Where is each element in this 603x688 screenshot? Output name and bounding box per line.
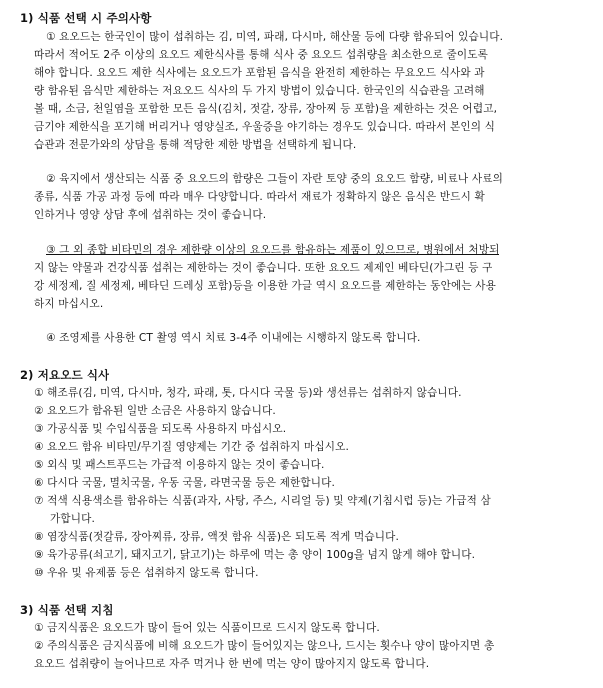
list-item: ⑥ 다시다 국물, 멸치국물, 우동 국물, 라면국물 등은 제한합니다. (34, 477, 336, 489)
list-item: 가합니다. (50, 513, 96, 525)
list-item: ④ 요오드 함유 비타민/무기질 영양제는 기간 중 섭취하지 마십시오. (34, 441, 349, 453)
list-item: ⑨ 육가공류(쇠고기, 돼지고기, 닭고기)는 하루에 먹는 총 양이 100g을 넘지 않게 해야 합니다. (34, 549, 476, 561)
paragraph-line: 강 세정제, 질 세정제, 베타딘 드레싱 포함)등을 이용한 가글 역시 요오드를 제한하는 동안에는 사용 (34, 280, 496, 292)
paragraph-line: 지 않는 약물과 건강식품 섭취는 제한하는 것이 좋습니다. 또한 요오드 제제인 베타딘(가그린 등 구 (34, 262, 493, 274)
paragraph-line: 량 함유된 음식만 제한하는 저요오드 식사의 두 가지 방법이 있습니다. 한국인의 식습관을 고려해 (34, 85, 485, 97)
list-item: ⑦ 적색 식용색소를 함유하는 식품(과자, 사탕, 주스, 시리얼 등) 및 약제(기침시럽 등)는 가급적 삼 (34, 495, 491, 507)
paragraph-line: 습관과 전문가와의 상담을 통해 적당한 제한 방법을 선택하게 됩니다. (34, 139, 357, 151)
list-item: ① 금지식품은 요오드가 많이 들어 있는 식품이므로 드시지 않도록 합니다. (34, 622, 380, 634)
section-heading: 1) 식품 선택 시 주의사항 (20, 11, 152, 25)
paragraph-line: 인하거나 영양 상담 후에 섭취하는 것이 좋습니다. (34, 209, 267, 221)
list-item: ⑩ 우유 및 유제품 등은 섭취하지 않도록 합니다. (34, 567, 259, 579)
paragraph-line: 볼 때, 소금, 천일염을 포함한 모든 음식(김치, 젓갈, 장류, 장아찌 등 포함)을 제한하는 것은 어렵고, (34, 103, 498, 115)
list-item: 요오드 섭취량이 늘어나므로 자주 먹거나 한 번에 먹는 양이 많아지지 않도록 합니다. (34, 658, 430, 670)
paragraph-line: 금기야 제한식을 포기해 버리거나 영양실조, 우울증을 야기하는 경우도 있습니다. 따라서 본인의 식 (34, 121, 496, 133)
list-item: ② 주의식품은 금지식품에 비해 요오드가 많이 들어있지는 않으나, 드시는 횟수나 양이 많아지면 총 (34, 640, 495, 652)
list-item: ⑧ 염장식품(젓갈류, 장아찌류, 장류, 액젓 함유 식품)은 되도록 적게 먹습니다. (34, 531, 400, 543)
paragraph-line: 해야 합니다. 요오드 제한 식사에는 요오드가 포함된 음식을 완전히 제한하는 무요오드 식사와 과 (34, 67, 485, 79)
list-item: ⑤ 외식 및 패스트푸드는 가급적 이용하지 않는 것이 좋습니다. (34, 459, 325, 471)
paragraph-line: ③ 그 외 종합 비타민의 경우 제한량 이상의 요오드를 함유하는 제품이 있으므로, 병원에서 처방되 (46, 244, 500, 256)
list-item: ② 요오드가 함유된 일반 소금은 사용하지 않습니다. (34, 405, 276, 417)
paragraph-line: 종류, 식품 가공 과정 등에 따라 매우 다양합니다. 따라서 재료가 정확하지 않은 음식은 반드시 확 (34, 191, 485, 203)
paragraph-line: ② 육지에서 생산되는 식품 중 요오드의 함량은 그들이 자란 토양 중의 요오드 함량, 비료나 사료의 (46, 173, 503, 185)
paragraph-line: ① 요오드는 한국인이 많이 섭취하는 김, 미역, 파래, 다시마, 해산물 등에 다량 함유되어 있습니다. (46, 31, 504, 43)
list-item: ① 해조류(김, 미역, 다시마, 청각, 파래, 톳, 다시다 국물 등)와 생선류는 섭취하지 않습니다. (34, 387, 462, 399)
paragraph-line: ④ 조영제를 사용한 CT 촬영 역시 치료 3-4주 이내에는 시행하지 않도록 합니다. (46, 332, 421, 344)
paragraph-line: 하지 마십시오. (34, 298, 104, 310)
list-item: ③ 가공식품 및 수입식품을 되도록 사용하지 마십시오. (34, 423, 287, 435)
section-heading: 3) 식품 선택 지침 (20, 603, 114, 617)
paragraph-line: 따라서 적어도 2주 이상의 요오드 제한식사를 통해 식사 중 요오드 섭취량을 최소한으로 줄이도록 (34, 49, 489, 61)
section-heading: 2) 저요오드 식사 (20, 368, 110, 382)
